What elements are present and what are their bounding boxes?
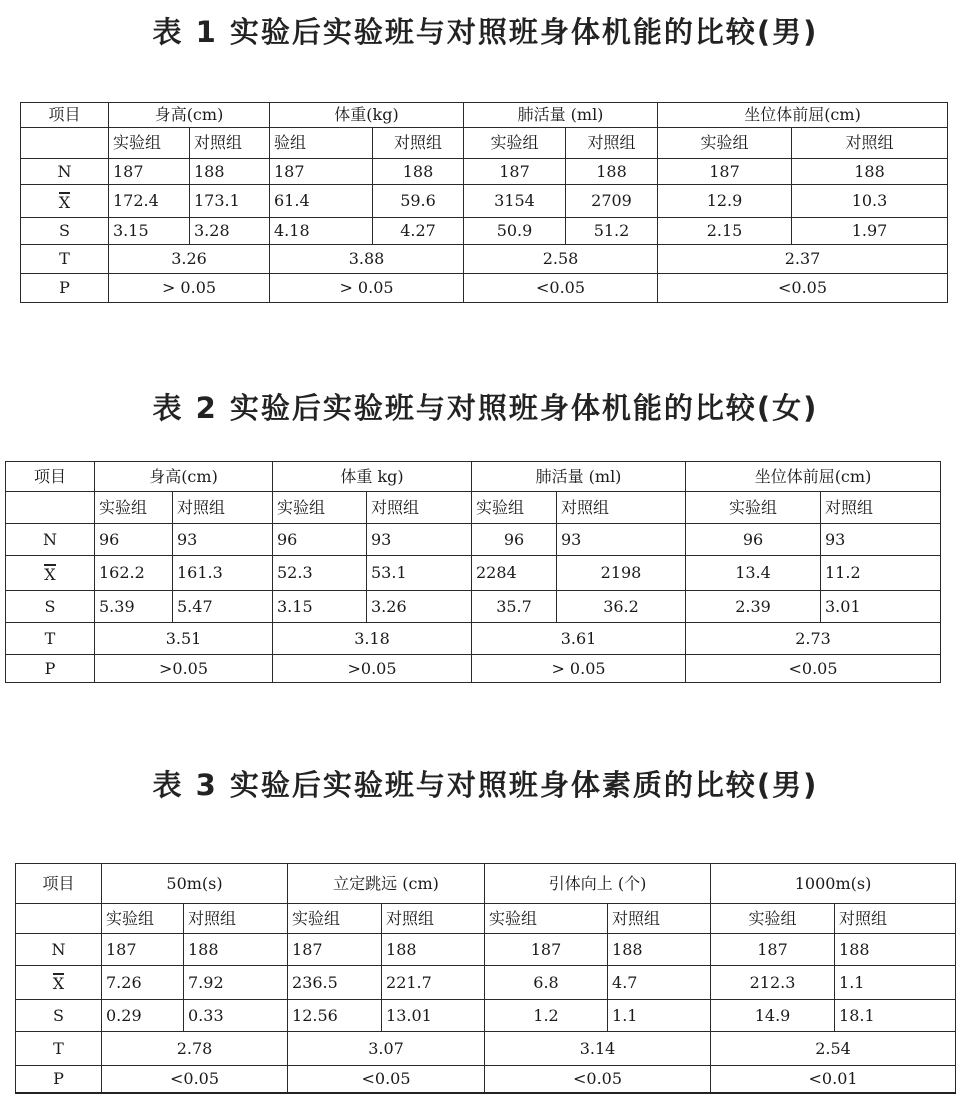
subheader-cell: 实验组 — [102, 904, 184, 934]
table-cell: 14.9 — [711, 1000, 835, 1032]
table-cell: 161.3 — [173, 556, 273, 591]
table-cell: 10.3 — [792, 185, 948, 218]
table-2-title: 表 2 实验后实验班与对照班身体机能的比较(女) — [152, 391, 819, 425]
table-cell: 187 — [270, 159, 373, 185]
table-cell: 2.15 — [658, 218, 792, 245]
p-value: <0.05 — [658, 274, 948, 303]
p-value: <0.05 — [102, 1066, 288, 1093]
row-label-mean: X — [6, 556, 95, 591]
t-value: 3.18 — [273, 623, 472, 655]
table-cell: 188 — [792, 159, 948, 185]
table-cell: 3.01 — [821, 591, 941, 623]
subheader-cell: 对照组 — [173, 492, 273, 524]
p-value: <0.05 — [686, 655, 941, 683]
table-cell: 188 — [373, 159, 464, 185]
table-3-title: 表 3 实验后实验班与对照班身体素质的比较(男) — [152, 768, 819, 802]
t-value: 3.51 — [95, 623, 273, 655]
table-cell: 3.15 — [109, 218, 190, 245]
subheader-cell: 对照组 — [821, 492, 941, 524]
row-label-p: P — [6, 655, 95, 683]
table-cell: 172.4 — [109, 185, 190, 218]
table-cell: 2284 — [472, 556, 557, 591]
table-cell: 12.56 — [288, 1000, 382, 1032]
table-cell: 5.39 — [95, 591, 173, 623]
table-1-title: 表 1 实验后实验班与对照班身体机能的比较(男) — [152, 15, 819, 49]
table-1 — [20, 102, 948, 303]
subheader-cell: 对照组 — [566, 128, 658, 159]
table-cell: 3.28 — [190, 218, 270, 245]
t-value: 2.78 — [102, 1032, 288, 1066]
table-cell: 1.2 — [485, 1000, 608, 1032]
table-cell: 11.2 — [821, 556, 941, 591]
subheader-cell: 对照组 — [190, 128, 270, 159]
subheader-cell: 对照组 — [184, 904, 288, 934]
p-value: <0.05 — [485, 1066, 711, 1093]
p-value: <0.05 — [288, 1066, 485, 1093]
p-value: >0.05 — [95, 655, 273, 683]
table-cell: 50.9 — [464, 218, 566, 245]
table-cell: 96 — [273, 524, 367, 556]
subheader-cell: 验组 — [270, 128, 373, 159]
p-value: > 0.05 — [270, 274, 464, 303]
row-label-mean: X — [21, 185, 109, 218]
subheader-cell: 实验组 — [658, 128, 792, 159]
table-cell: 188 — [835, 934, 956, 966]
table-cell: 162.2 — [95, 556, 173, 591]
table-cell: 188 — [190, 159, 270, 185]
table-cell: 2.39 — [686, 591, 821, 623]
subheader-cell: 对照组 — [382, 904, 485, 934]
table-cell: 96 — [472, 524, 557, 556]
table-cell: 221.7 — [382, 966, 485, 1000]
header-weight: 体重(kg) — [270, 103, 464, 128]
table-cell: 4.7 — [608, 966, 711, 1000]
row-label-mean: X — [16, 966, 102, 1000]
header-item: 项目 — [16, 864, 102, 904]
table-cell: 4.18 — [270, 218, 373, 245]
table-cell: 3.15 — [273, 591, 367, 623]
header-sit-reach: 坐位体前屈(cm) — [686, 462, 941, 492]
table-cell: 52.3 — [273, 556, 367, 591]
table-cell: 236.5 — [288, 966, 382, 1000]
table-cell: 188 — [382, 934, 485, 966]
table-cell: 7.92 — [184, 966, 288, 1000]
header-item: 项目 — [6, 462, 95, 492]
row-label-s: S — [16, 1000, 102, 1032]
header-sit-reach: 坐位体前屈(cm) — [658, 103, 948, 128]
table-cell: 35.7 — [472, 591, 557, 623]
table-cell: 18.1 — [835, 1000, 956, 1032]
subheader-cell: 实验组 — [109, 128, 190, 159]
table-cell: 1.1 — [835, 966, 956, 1000]
table-cell: 6.8 — [485, 966, 608, 1000]
row-label-t: T — [6, 623, 95, 655]
table-cell: 61.4 — [270, 185, 373, 218]
subheader-cell: 实验组 — [273, 492, 367, 524]
subheader-cell: 对照组 — [792, 128, 948, 159]
table-cell: 51.2 — [566, 218, 658, 245]
p-value: >0.05 — [273, 655, 472, 683]
table-cell: 187 — [464, 159, 566, 185]
subheader-cell: 对照组 — [608, 904, 711, 934]
t-value: 3.26 — [109, 245, 270, 274]
table-cell: 4.27 — [373, 218, 464, 245]
row-label-t: T — [21, 245, 109, 274]
table-cell: 2198 — [557, 556, 686, 591]
table-cell: 187 — [109, 159, 190, 185]
table-cell: 1.1 — [608, 1000, 711, 1032]
table-cell: 5.47 — [173, 591, 273, 623]
t-value: 2.73 — [686, 623, 941, 655]
t-value: 2.37 — [658, 245, 948, 274]
table-cell: 173.1 — [190, 185, 270, 218]
row-label-n: N — [16, 934, 102, 966]
table-cell: 36.2 — [557, 591, 686, 623]
row-label-s: S — [6, 591, 95, 623]
header-50m: 50m(s) — [102, 864, 288, 904]
p-value: > 0.05 — [472, 655, 686, 683]
table-cell: 53.1 — [367, 556, 472, 591]
table-3 — [15, 863, 956, 1094]
header-long-jump: 立定跳远 (cm) — [288, 864, 485, 904]
table-cell: 3154 — [464, 185, 566, 218]
subheader-cell: 对照组 — [557, 492, 686, 524]
table-cell: 188 — [608, 934, 711, 966]
header-height: 身高(cm) — [109, 103, 270, 128]
table-cell: 0.33 — [184, 1000, 288, 1032]
subheader-cell: 实验组 — [288, 904, 382, 934]
subheader-cell: 对照组 — [373, 128, 464, 159]
p-value: <0.01 — [711, 1066, 956, 1093]
header-vital-capacity: 肺活量 (ml) — [464, 103, 658, 128]
table-cell: 59.6 — [373, 185, 464, 218]
table-cell: 187 — [102, 934, 184, 966]
table-cell: 187 — [485, 934, 608, 966]
subheader-cell: 实验组 — [95, 492, 173, 524]
table-cell: 188 — [184, 934, 288, 966]
table-cell: 3.26 — [367, 591, 472, 623]
t-value: 3.88 — [270, 245, 464, 274]
subheader-cell: 对照组 — [367, 492, 472, 524]
subheader-cell: 实验组 — [464, 128, 566, 159]
subheader-cell: 实验组 — [472, 492, 557, 524]
table-cell: 96 — [686, 524, 821, 556]
table-cell: 187 — [288, 934, 382, 966]
table-cell: 1.97 — [792, 218, 948, 245]
table-cell: 7.26 — [102, 966, 184, 1000]
p-value: > 0.05 — [109, 274, 270, 303]
row-label-p: P — [16, 1066, 102, 1093]
row-label-p: P — [21, 274, 109, 303]
table-cell: 96 — [95, 524, 173, 556]
row-label-t: T — [16, 1032, 102, 1066]
table-cell: 212.3 — [711, 966, 835, 1000]
row-label-s: S — [21, 218, 109, 245]
t-value: 3.07 — [288, 1032, 485, 1066]
header-vital-capacity: 肺活量 (ml) — [472, 462, 686, 492]
header-pull-up: 引体向上 (个) — [485, 864, 711, 904]
row-label-n: N — [21, 159, 109, 185]
table-cell: 93 — [173, 524, 273, 556]
t-value: 2.58 — [464, 245, 658, 274]
header-height: 身高(cm) — [95, 462, 273, 492]
subheader-cell: 实验组 — [686, 492, 821, 524]
table-cell: 13.4 — [686, 556, 821, 591]
table-cell: 188 — [566, 159, 658, 185]
table-cell: 93 — [367, 524, 472, 556]
header-1000m: 1000m(s) — [711, 864, 956, 904]
t-value: 3.14 — [485, 1032, 711, 1066]
header-weight: 体重 kg) — [273, 462, 472, 492]
p-value: <0.05 — [464, 274, 658, 303]
subheader-cell: 对照组 — [835, 904, 956, 934]
subheader-cell: 实验组 — [711, 904, 835, 934]
table-cell: 187 — [711, 934, 835, 966]
table-cell: 93 — [557, 524, 686, 556]
table-2 — [5, 461, 941, 683]
table-cell: 2709 — [566, 185, 658, 218]
table-cell: 187 — [658, 159, 792, 185]
row-label-n: N — [6, 524, 95, 556]
t-value: 3.61 — [472, 623, 686, 655]
subheader-cell: 实验组 — [485, 904, 608, 934]
table-cell: 93 — [821, 524, 941, 556]
t-value: 2.54 — [711, 1032, 956, 1066]
table-cell: 13.01 — [382, 1000, 485, 1032]
table-cell: 0.29 — [102, 1000, 184, 1032]
table-cell: 12.9 — [658, 185, 792, 218]
header-item: 项目 — [21, 103, 109, 128]
